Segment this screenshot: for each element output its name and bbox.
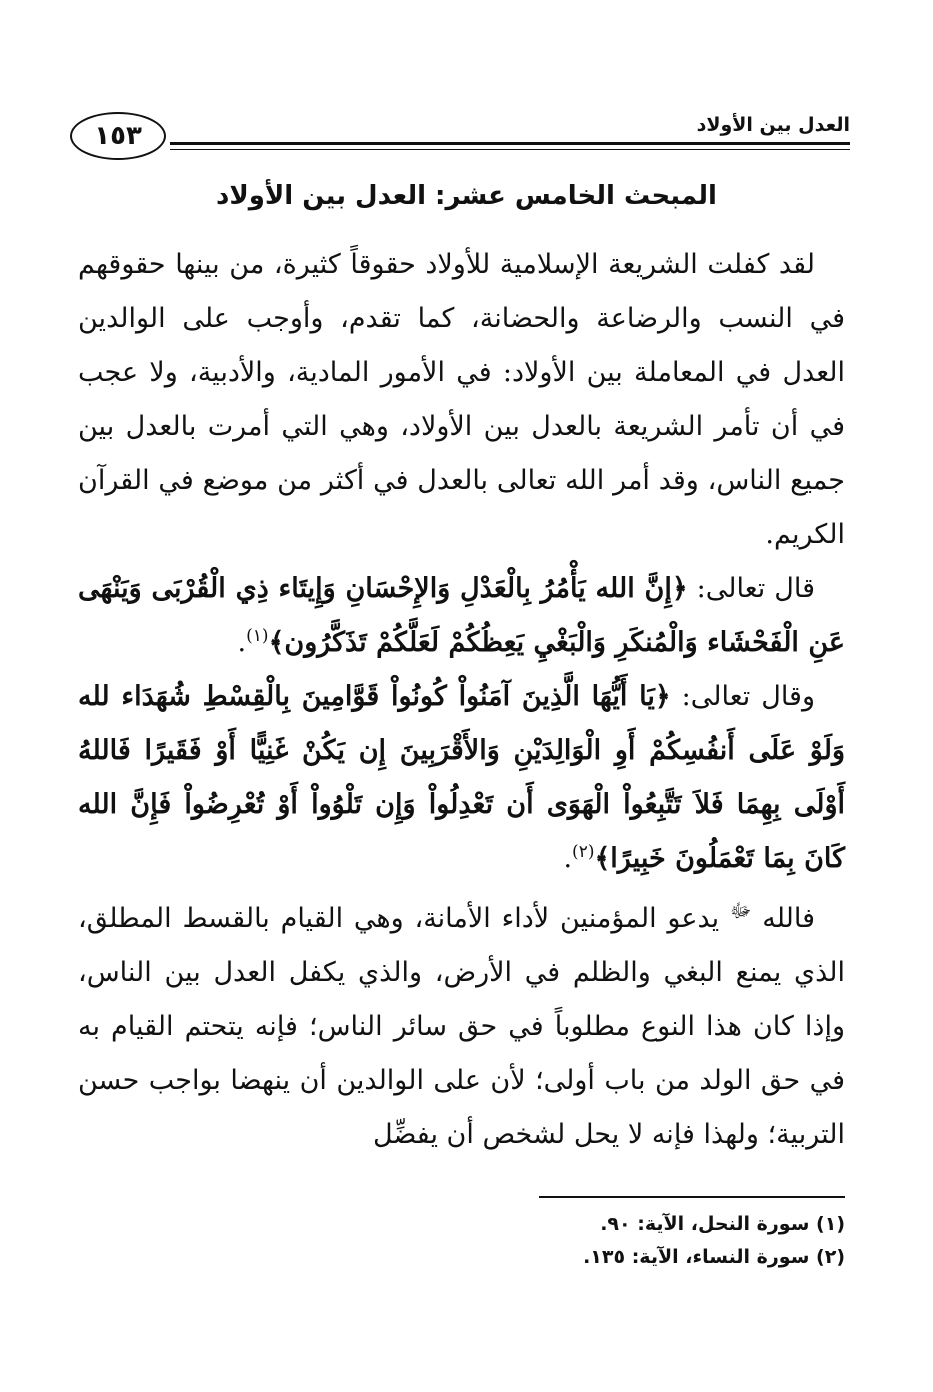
page-number-oval	[70, 112, 166, 160]
footnote-2: (٢) سورة النساء، الآية: ١٣٥.	[583, 1246, 845, 1268]
commentary-start: فالله	[751, 903, 816, 934]
footnotes	[400, 1208, 845, 1274]
running-header	[70, 100, 850, 170]
footnote-divider	[539, 1196, 845, 1198]
verse-2-intro: وقال تعالى:	[670, 681, 815, 712]
header-rule-thin	[170, 149, 850, 150]
paragraph-verse-2	[78, 670, 845, 886]
running-title: العدل بين الأولاد	[696, 114, 850, 136]
commentary-rest: يدعو المؤمنين لأداء الأمانة، وهي القيام بالقسط المطلق، الذي يمنع البغي والظلم في الأرض، والذي يكفل العدل بين الناس، وإذا كان هذا النوع مطلوباً في حق سائر الناس؛ فإنه يتحتم القيام به في حق الولد من باب أولى؛ لأن على الوالدين أن ينهضا بواجب حسن التربية؛ ولهذا فإنه لا يحل لشخص أن يفضِّل	[78, 903, 845, 1150]
body-text	[78, 238, 845, 1162]
section-title: المبحث الخامس عشر: العدل بين الأولاد	[216, 181, 717, 211]
footnote-ref-1: (١)	[246, 626, 269, 646]
header-rule	[170, 142, 850, 145]
verse-1-quote: ﴿إِنَّ الله يَأْمُرُ بِالْعَدْلِ وَالإِحْسَانِ وَإِيتَاء ذِي الْقُرْبَى وَيَنْهَى عَنِ الْفَحْشَاء وَالْمُنكَرِ وَالْبَغْيِ يَعِظُكُمْ لَعَلَّكُمْ تَذَكَّرُون﴾	[78, 573, 845, 658]
verse-1-intro: قال تعالى:	[687, 573, 815, 604]
verse-2-end: .	[563, 843, 573, 874]
verse-2-quote: ﴿يَا أَيُّهَا الَّذِينَ آمَنُواْ كُونُواْ قَوَّامِينَ بِالْقِسْطِ شُهَدَاء لله وَلَوْ عَلَى أَنفُسِكُمْ أَوِ الْوَالِدَيْنِ وَالأَقْرَبِينَ إِن يَكُنْ غَنِيًّا أَوْ فَقَيرًا فَاللهُ أَوْلَى بِهِمَا فَلاَ تَتَّبِعُواْ الْهَوَى أَن تَعْدِلُواْ وَإِن تَلْوُواْ أَوْ تُعْرِضُواْ فَإِنَّ الله كَانَ بِمَا تَعْمَلُونَ خَبِيرًا﴾	[78, 681, 845, 874]
footnote-1: (١) سورة النحل، الآية: ٩٠.	[600, 1213, 845, 1235]
page-number: ١٥٣	[94, 121, 142, 151]
honorific-symbol: ﷻ	[729, 900, 752, 922]
paragraph-intro: لقد كفلت الشريعة الإسلامية للأولاد حقوقاً كثيرة، من بينها حقوقهم في النسب والرضاعة والحضانة، كما تقدم، وأوجب على الوالدين العدل في المعاملة بين الأولاد: في الأمور المادية، والأدبية، ولا عجب في أن تأمر الشريعة بالعدل بين الأولاد، وهي التي أمرت بالعدل بين جميع الناس، وقد أمر الله تعالى بالعدل في أكثر من موضع في القرآن الكريم.	[78, 249, 845, 550]
footnote-ref-2: (٢)	[572, 842, 595, 862]
paragraph-commentary	[78, 892, 845, 1162]
paragraph-verse-1	[78, 562, 845, 670]
verse-1-end: .	[237, 627, 247, 658]
